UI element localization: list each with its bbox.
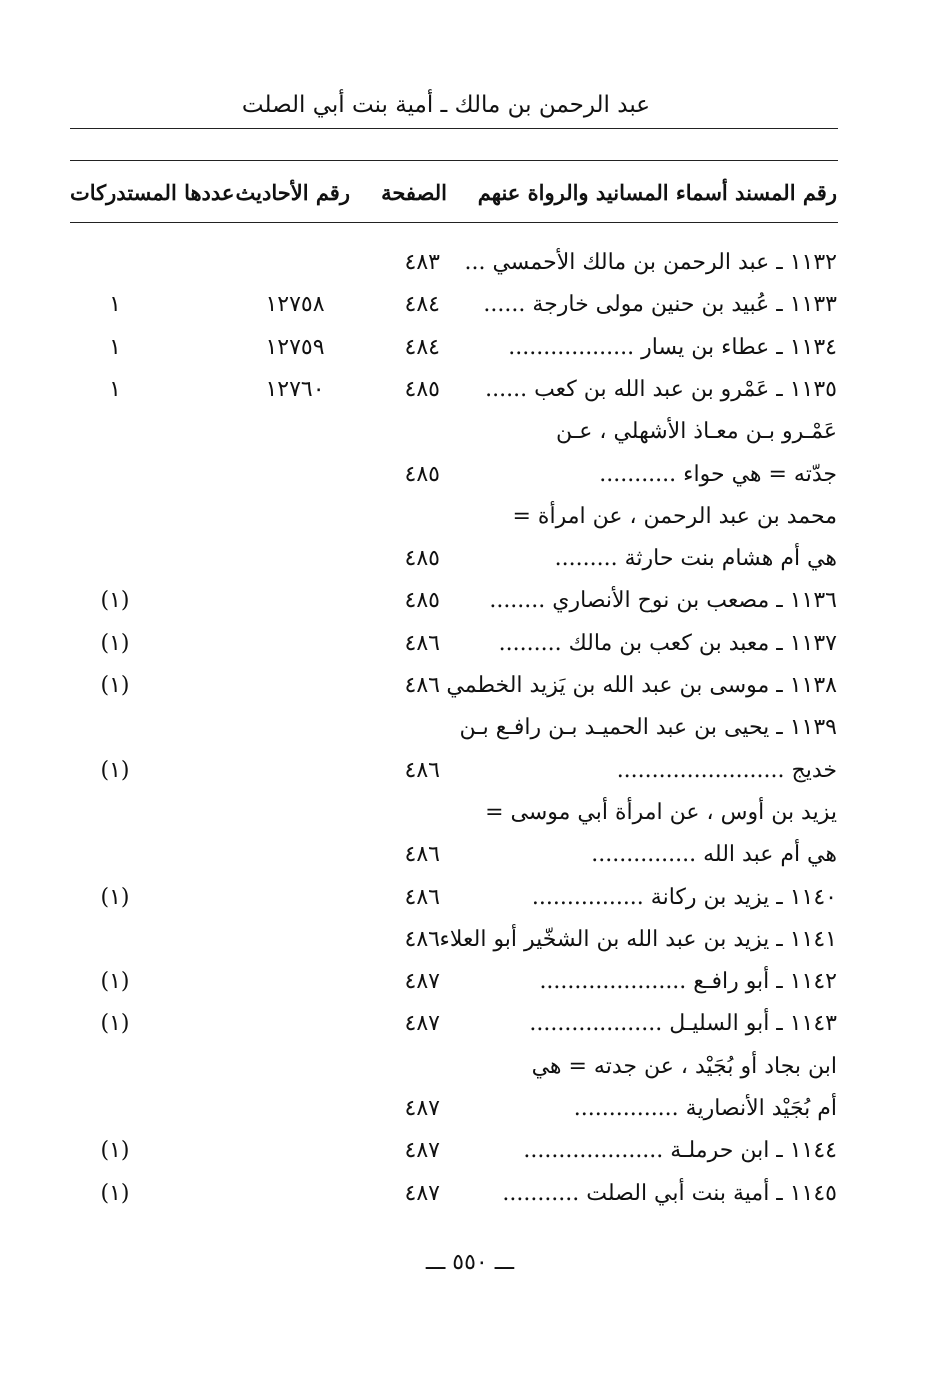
table-row: [0, 758, 932, 798]
table-row: [0, 1138, 932, 1178]
row-mustadrak: (١): [100, 588, 130, 614]
table-row: [0, 419, 932, 459]
row-entry: ١١٤٥ ـ أمية بنت أبي الصلت ...........: [502, 1180, 837, 1206]
row-page: ٤٨٥: [404, 376, 440, 402]
row-page: ٤٨٦: [404, 926, 440, 952]
column-header-entry: رقم المسند أسماء المسانيد والرواة عنهم: [477, 180, 837, 205]
row-mustadrak: (١): [100, 969, 130, 995]
row-page: ٤٨٤: [404, 292, 440, 318]
row-entry: ١١٣٧ ـ معبد بن كعب بن مالك .........: [498, 630, 837, 656]
row-mustadrak: (١): [100, 757, 130, 783]
column-header-hadith: رقم الأحاديث: [235, 180, 350, 205]
table-row: [0, 927, 932, 967]
row-entry: ١١٣٦ ـ مصعب بن نوح الأنصاري ........: [489, 588, 837, 614]
table-row: [0, 335, 932, 375]
row-entry: ١١٤٠ ـ يزيد بن ركانة ................: [531, 884, 837, 910]
row-page: ٤٨٧: [404, 1180, 440, 1206]
row-entry: ١١٣٣ ـ عُبيد بن حنين مولى خارجة ......: [483, 292, 837, 318]
row-page: ٤٨٦: [404, 757, 440, 783]
row-entry: ١١٤٣ ـ أبو السليـل ...................: [529, 1011, 837, 1037]
table-row: [0, 462, 932, 502]
row-page: ٤٨٦: [404, 884, 440, 910]
row-entry: ١١٣٩ ـ يحيى بن عبد الحميـد بـن رافـع بـن: [459, 715, 837, 741]
page-number: ـــ ٥٥٠ ـــ: [425, 1250, 515, 1275]
row-mustadrak: (١): [100, 1180, 130, 1206]
column-header-page: الصفحة: [381, 180, 447, 205]
row-mustadrak: (١): [100, 884, 130, 910]
row-entry: ١١٤١ ـ يزيد بن عبد الله بن الشخّير أبو العلاء: [439, 926, 837, 952]
row-entry: هي أم هشام بنت حارثة .........: [554, 546, 837, 572]
row-entry: ١١٣٢ ـ عبد الرحمن بن مالك الأحمسي ...: [464, 250, 837, 275]
row-mustadrak: (١): [100, 630, 130, 656]
table-row: [0, 588, 932, 628]
table-row: [0, 1096, 932, 1136]
row-mustadrak: (١): [100, 1011, 130, 1037]
table-row: [0, 377, 932, 417]
table-row: [0, 715, 932, 755]
row-entry: خديج ........................: [616, 757, 837, 783]
row-page: ٤٨٦: [404, 630, 440, 656]
table-row: [0, 1181, 932, 1221]
column-header-mustadrak: عددها المستدركات: [70, 180, 235, 205]
row-page: ٤٨٧: [404, 1011, 440, 1037]
running-header: عبد الرحمن بن مالك ـ أمية بنت أبي الصلت: [241, 92, 650, 118]
table-row: [0, 631, 932, 671]
row-entry: محمد بن عبد الرحمن ، عن امرأة =: [512, 503, 837, 529]
table-row: [0, 504, 932, 544]
table-row: [0, 546, 932, 586]
table-row: [0, 1011, 932, 1051]
row-entry: ١١٤٤ ـ ابن حرملـة ....................: [523, 1138, 837, 1164]
header-rule: [70, 128, 838, 129]
row-entry: هي أم عبد الله ...............: [591, 842, 837, 868]
row-page: ٤٨٣: [404, 250, 440, 275]
table-row: [0, 800, 932, 840]
row-entry: أم بُجَيْد الأنصارية ...............: [573, 1096, 837, 1121]
row-page: ٤٨٥: [404, 546, 440, 572]
row-mustadrak: ١: [109, 292, 121, 318]
row-entry: ١١٣٤ ـ عطاء بن يسار ..................: [508, 334, 837, 360]
table-row: [0, 969, 932, 1009]
table-header-rule: [70, 222, 838, 223]
row-mustadrak: ١: [109, 334, 121, 360]
row-hadith: ١٢٧٥٨: [265, 292, 325, 318]
row-page: ٤٨٧: [404, 969, 440, 995]
table-row: [0, 673, 932, 713]
row-entry: عَمْـرو بـن معـاذ الأشهلي ، عـن: [556, 419, 837, 445]
table-row: [0, 842, 932, 882]
row-page: ٤٨٦: [404, 673, 440, 698]
row-entry: ١١٣٥ ـ عَمْرو بن عبد الله بن كعب ......: [485, 376, 837, 402]
table-row: [0, 292, 932, 332]
row-entry: ١١٤٢ ـ أبو رافـع .....................: [539, 969, 837, 995]
row-entry: يزيد بن أوس ، عن امرأة أبي موسى =: [485, 799, 837, 825]
table-row: [0, 885, 932, 925]
row-entry: ابن بجاد أو بُجَيْد ، عن جدته = هي: [531, 1053, 837, 1079]
row-page: ٤٨٤: [404, 334, 440, 360]
row-mustadrak: (١): [100, 1138, 130, 1164]
row-page: ٤٨٧: [404, 1096, 440, 1121]
row-mustadrak: ١: [109, 376, 121, 402]
table-row: [0, 250, 932, 290]
row-entry: ١١٣٨ ـ موسى بن عبد الله بن يَزيد الخطمي: [446, 673, 837, 698]
table-row: [0, 1054, 932, 1094]
row-page: ٤٨٧: [404, 1138, 440, 1164]
row-hadith: ١٢٧٥٩: [265, 334, 325, 360]
table-top-rule: [70, 160, 838, 161]
row-hadith: ١٢٧٦٠: [265, 376, 325, 402]
row-page: ٤٨٥: [404, 588, 440, 614]
row-mustadrak: (١): [100, 673, 130, 698]
row-page: ٤٨٥: [404, 461, 440, 487]
row-page: ٤٨٦: [404, 842, 440, 868]
row-entry: جدّته = هي حواء ...........: [599, 461, 837, 487]
